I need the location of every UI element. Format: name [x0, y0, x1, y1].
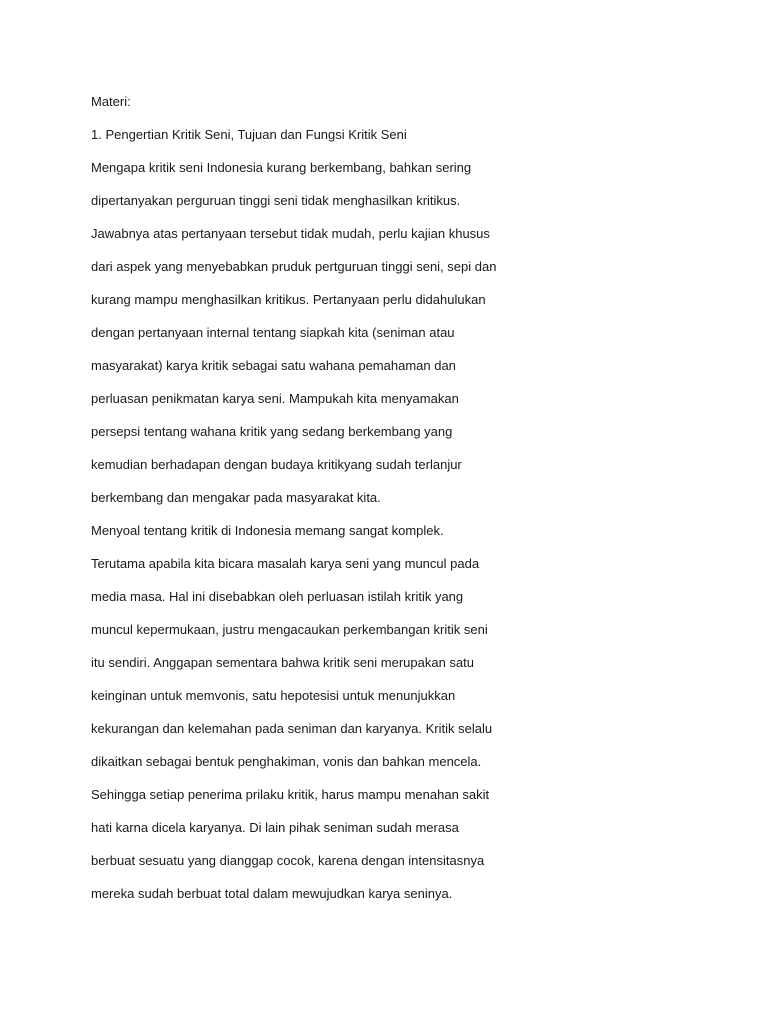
text-line: itu sendiri. Anggapan sementara bahwa kritik seni merupakan satu — [91, 655, 474, 670]
text-line: dipertanyakan perguruan tinggi seni tidak menghasilkan kritikus. — [91, 193, 461, 208]
text-line: berkembang dan mengakar pada masyarakat kita. — [91, 490, 381, 505]
text-line: media masa. Hal ini disebabkan oleh perluasan istilah kritik yang — [91, 589, 464, 604]
text-line: mereka sudah berbuat total dalam mewujudkan karya seninya. — [91, 886, 453, 901]
text-line: Menyoal tentang kritik di Indonesia memang sangat komplek. — [91, 523, 444, 538]
text-line: keinginan untuk memvonis, satu hepotesisi untuk menunjukkan — [91, 688, 456, 703]
text-line: kurang mampu menghasilkan kritikus. Pertanyaan perlu didahulukan — [91, 292, 486, 307]
text-line: berbuat sesuatu yang dianggap cocok, karena dengan intensitasnya — [91, 853, 485, 868]
text-line: kemudian berhadapan dengan budaya kritikyang sudah terlanjur — [91, 457, 462, 472]
text-line: dikaitkan sebagai bentuk penghakiman, vonis dan bahkan mencela. — [91, 754, 482, 769]
paragraph-2 — [91, 519, 691, 915]
paragraph-1 — [91, 156, 691, 519]
section-label: Materi: — [91, 94, 131, 109]
text-line: perluasan penikmatan karya seni. Mampukah kita menyamakan — [91, 391, 459, 406]
text-line: Jawabnya atas pertanyaan tersebut tidak mudah, perlu kajian khusus — [91, 226, 490, 241]
text-line: Terutama apabila kita bicara masalah karya seni yang muncul pada — [91, 556, 480, 571]
section-heading: 1. Pengertian Kritik Seni, Tujuan dan Fungsi Kritik Seni — [91, 127, 407, 142]
document-body — [91, 90, 691, 915]
text-line: kekurangan dan kelemahan pada seniman dan karyanya. Kritik selalu — [91, 721, 493, 736]
text-line: Mengapa kritik seni Indonesia kurang berkembang, bahkan sering — [91, 160, 472, 175]
text-line: Sehingga setiap penerima prilaku kritik, harus mampu menahan sakit — [91, 787, 490, 802]
text-line: masyarakat) karya kritik sebagai satu wahana pemahaman dan — [91, 358, 456, 373]
text-line: hati karna dicela karyanya. Di lain pihak seniman sudah merasa — [91, 820, 459, 835]
text-line: muncul kepermukaan, justru mengacaukan perkembangan kritik seni — [91, 622, 488, 637]
text-line: persepsi tentang wahana kritik yang sedang berkembang yang — [91, 424, 453, 439]
text-line: dengan pertanyaan internal tentang siapkah kita (seniman atau — [91, 325, 455, 340]
text-line: dari aspek yang menyebabkan pruduk pertguruan tinggi seni, sepi dan — [91, 259, 497, 274]
